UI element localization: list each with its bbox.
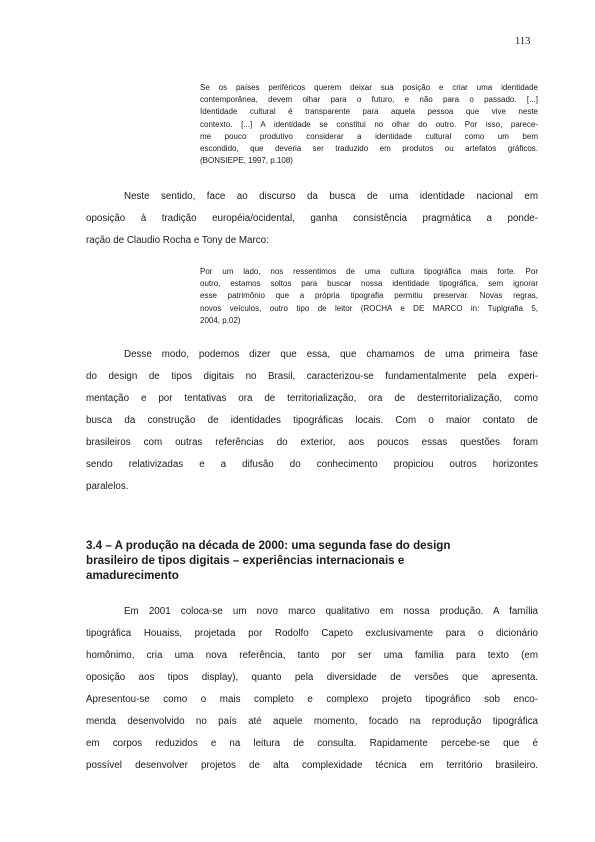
text-line: possível desenvolver projetos de alta complexidade técnica em território brasileiro. bbox=[86, 760, 538, 771]
block-quote-bonsiepe bbox=[200, 82, 538, 167]
quote-line: outro, estamos soltos para buscar nossa identidade tipográfica, sem ignorar bbox=[200, 279, 538, 289]
text-line: mentação e por tentativas ora de territorialização, ora de desterritorialização, como bbox=[86, 393, 538, 404]
paragraph-desse-modo bbox=[86, 344, 538, 498]
text-line: Desse modo, podemos dizer que essa, que chamamos de uma primeira fase bbox=[124, 349, 538, 360]
paragraph-em-2001 bbox=[86, 601, 538, 777]
text-line: sendo relativizadas e a difusão do conhecimento propiciou outros horizontes bbox=[86, 459, 538, 470]
quote-citation: (BONSIEPE, 1997, p.108) bbox=[200, 156, 293, 166]
quote-line: Por um lado, nos ressentimos de uma cultura tipográfica mais forte. Por bbox=[200, 267, 538, 276]
text-line: ração de Claudio Rocha e Tony de Marco: bbox=[86, 235, 269, 246]
quote-line: novos veículos, outro tipo de leitor (ROCHA e DE MARCO in: Tupigrafia 5, bbox=[200, 303, 538, 313]
quote-line: me pouco produtivo considerar a identidade cultural como um bem bbox=[200, 131, 538, 141]
heading-line: 3.4 – A produção na década de 2000: uma segunda fase do design bbox=[86, 539, 451, 552]
quote-line: contemporânea, devem olhar para o futuro, e não para o passado. [...] bbox=[200, 95, 538, 105]
quote-line: Se os países periféricos querem deixar sua posição e criar uma identidade bbox=[200, 83, 538, 92]
text-line: oposição aos tipos display), quanto pela diversidade de versões que apresenta. bbox=[86, 672, 538, 683]
section-heading-3-4 bbox=[86, 538, 538, 583]
text-line: em corpos reduzidos e na leitura de consulta. Rapidamente percebe-se que é bbox=[86, 738, 538, 749]
heading-line: amadurecimento bbox=[86, 569, 179, 582]
text-line: Apresentou-se como o mais completo e complexo projeto tipográfico sob enco- bbox=[86, 694, 538, 705]
text-line: do design de tipos digitais no Brasil, caracterizou-se fundamentalmente pela experi- bbox=[86, 371, 538, 382]
quote-line: Identidade cultural é transparente para aquela pessoa que vive neste bbox=[200, 107, 538, 117]
text-line: homônimo, cria uma nova referência, tanto por ser uma família para texto (em bbox=[86, 650, 538, 661]
heading-line: brasileiro de tipos digitais – experiências internacionais e bbox=[86, 554, 405, 567]
text-line: tipográfica Houaiss, projetada por Rodolfo Capeto exclusivamente para o dicionário bbox=[86, 628, 538, 639]
text-line: busca da construção de identidades tipográficas locais. Com o maior contato de bbox=[86, 415, 538, 426]
text-line: paralelos. bbox=[86, 481, 129, 492]
text-line: brasileiros com outras referências do exterior, aos poucos essas questões foram bbox=[86, 437, 538, 448]
block-quote-rocha-marco bbox=[200, 266, 538, 327]
text-line: oposição à tradição européia/ocidental, ganha consistência pragmática a ponde- bbox=[86, 213, 538, 224]
page-number: 113 bbox=[515, 36, 531, 47]
paragraph-neste-sentido bbox=[86, 186, 538, 252]
text-line: Em 2001 coloca-se um novo marco qualitativo em nossa produção. A família bbox=[124, 606, 538, 617]
quote-line: contexto. [...] A identidade se constitui no olhar do outro. Por isso, parece- bbox=[200, 119, 538, 129]
quote-citation: 2004, p.02) bbox=[200, 315, 241, 325]
quote-line: esse patrimônio que a própria tipografia permitiu preservar. Novas regras, bbox=[200, 291, 538, 301]
quote-line: escondido, que deveria ser traduzido em produtos ou artefatos gráficos. bbox=[200, 144, 538, 154]
text-line: Neste sentido, face ao discurso da busca de uma identidade nacional em bbox=[124, 191, 538, 202]
text-line: menda desenvolvido no país até aquele momento, focado na reprodução tipográfica bbox=[86, 716, 538, 727]
